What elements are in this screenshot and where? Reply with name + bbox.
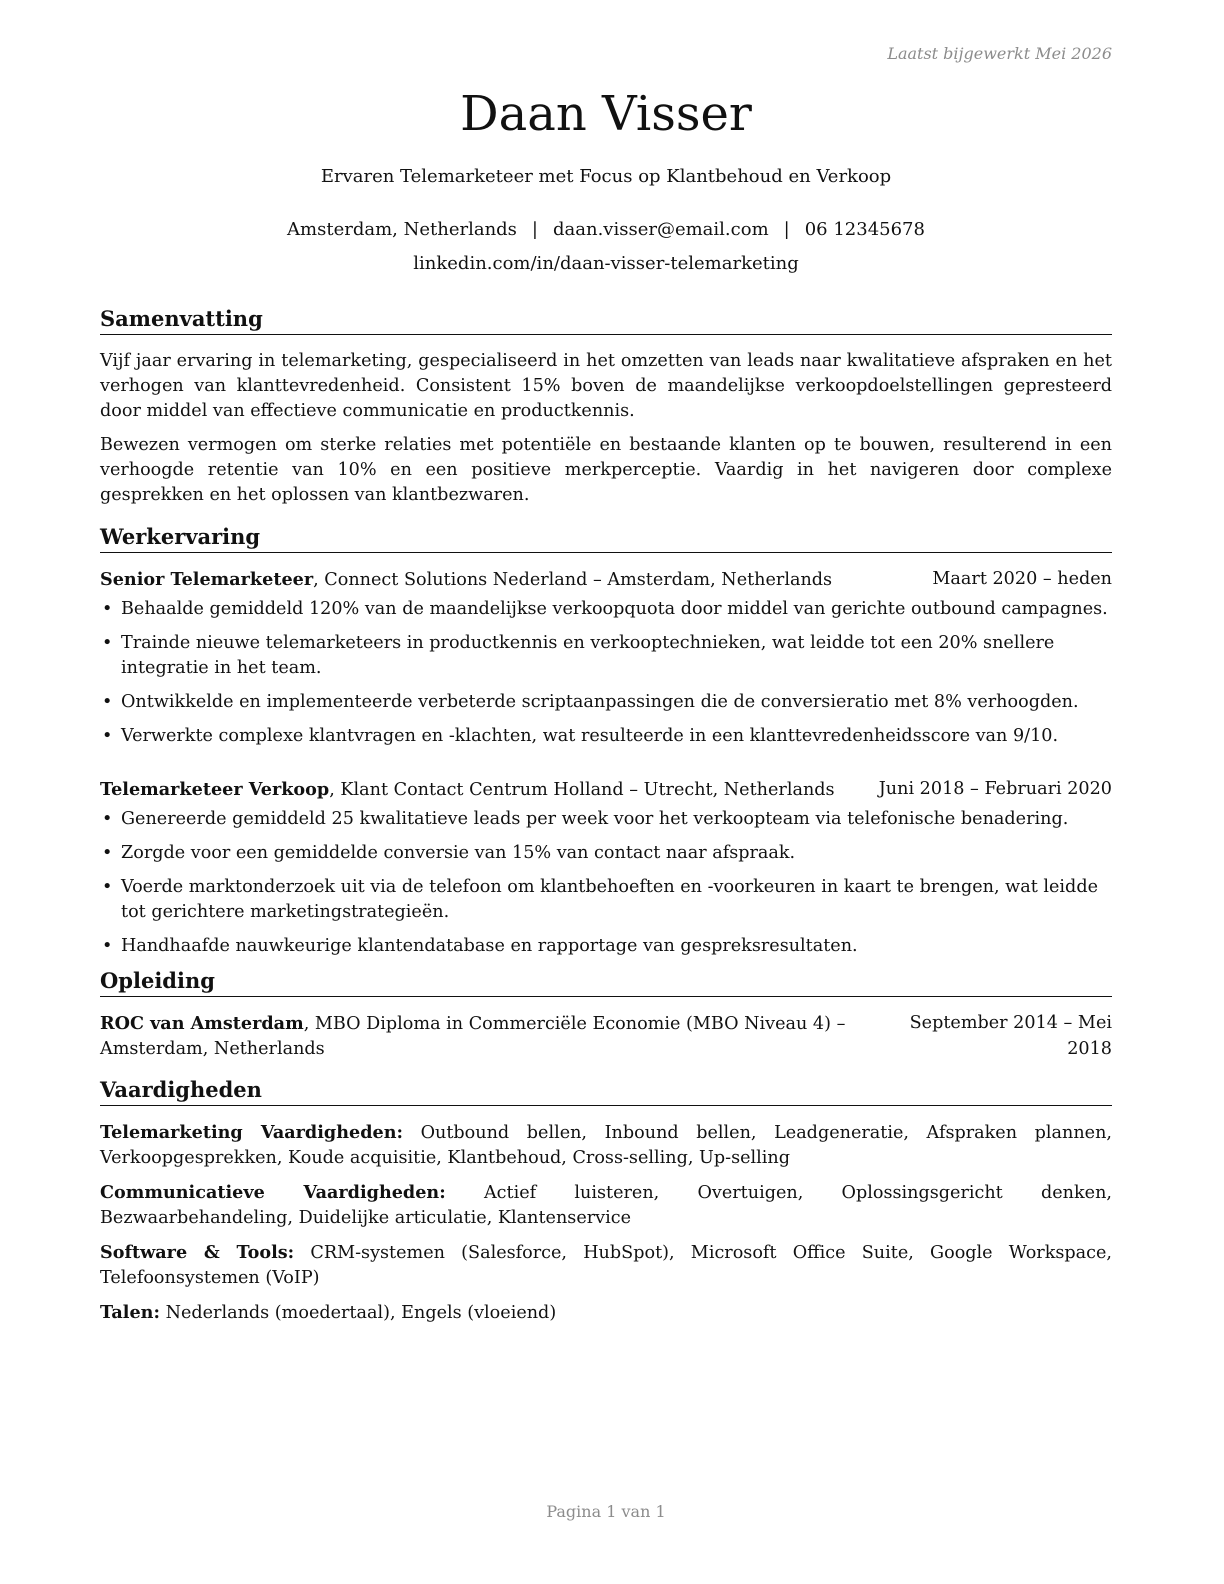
skill-group [100, 1300, 1112, 1326]
summary-paragraph: Bewezen vermogen om sterke relaties met potentiële en bestaande klanten op te bouwen, resulterend in een verhoogde retentie van 10% en een positieve merkperceptie. Vaardig in het navigeren door complexe gesprekken en het oplossen van klantbezwaren. [100, 435, 1112, 505]
job-dates: Maart 2020 – heden [932, 569, 1112, 589]
list-item: • Handhaafde nauwkeurige klantendatabase en rapportage van gespreksresultaten. [100, 934, 1112, 959]
section-title: Vaardigheden [100, 1076, 1112, 1106]
section-title: Werkervaring [100, 523, 1112, 553]
skill-value: Actief luisteren, Overtuigen, Oplossingsgericht denken, Bezwaarbehandeling, Duidelijke articulatie, Klantenservice [100, 1183, 1112, 1228]
page-number: Pagina 1 van 1 [546, 1502, 666, 1521]
skill-label: Telemarketing Vaardigheden: [100, 1122, 403, 1143]
job-entry [100, 777, 1112, 959]
list-item: • Trainde nieuwe telemarketeers in productkennis en verkooptechnieken, wat leidde tot een 20% snellere integratie in het team. [100, 631, 1112, 681]
skill-group [100, 1240, 1112, 1291]
skill-label: Software & Tools: [100, 1242, 295, 1263]
job-company: , Klant Contact Centrum Holland – Utrecht, Netherlands [329, 780, 835, 800]
job-header [100, 567, 1112, 593]
job-bullets [100, 807, 1112, 959]
list-item: • Genereerde gemiddeld 25 kwalitatieve leads per week voor het verkoopteam via telefonische benadering. [100, 807, 1112, 832]
job-role-company [100, 567, 832, 593]
skill-label: Talen: [100, 1302, 160, 1323]
candidate-name: Daan Visser [460, 86, 752, 142]
list-item: • Ontwikkelde en implementeerde verbeterde scriptaanpassingen die de conversieratio met 8% verhoogden. [100, 690, 1112, 715]
education-school: ROC van Amsterdam [100, 1013, 304, 1034]
job-bullets [100, 597, 1112, 749]
job-role-company [100, 777, 835, 803]
list-item: • Zorgde voor een gemiddelde conversie van 15% van contact naar afspraak. [100, 841, 1112, 866]
list-item: • Verwerkte complexe klantvragen en -klachten, wat resulteerde in een klanttevredenheidsscore van 9/10. [100, 724, 1112, 749]
education-degree: , MBO Diploma in Commerciële Economie (MBO Niveau 4) – [303, 1014, 846, 1034]
linkedin-link[interactable]: linkedin.com/in/daan-visser-telemarketing [413, 253, 799, 274]
education-row [100, 1011, 1112, 1037]
job-header [100, 777, 1112, 803]
section-title: Samenvatting [100, 305, 1112, 335]
job-company: , Connect Solutions Nederland – Amsterdam, Netherlands [313, 570, 833, 590]
list-item: • Behaalde gemiddeld 120% van de maandelijkse verkoopquota door middel van gerichte outbound campagnes. [100, 597, 1112, 622]
skill-group [100, 1120, 1112, 1171]
contact-line [100, 219, 1112, 240]
resume-page [100, 0, 1112, 1584]
summary-section [100, 305, 1112, 508]
education-school-degree [100, 1011, 845, 1037]
section-title: Opleiding [100, 967, 1112, 997]
summary-paragraph: Vijf jaar ervaring in telemarketing, gespecialiseerd in het omzetten van leads naar kwalitatieve afspraken en het verhogen van klanttevredenheid. Consistent 15% boven de maandelijkse verkoopdoelstellingen gepresteerd door middel van effectieve communicatie en productkennis. [100, 351, 1112, 421]
skills-section [100, 1076, 1112, 1335]
separator: | [531, 219, 538, 240]
education-row [100, 1037, 1112, 1062]
skill-label: Communicatieve Vaardigheden: [100, 1182, 446, 1203]
location: Amsterdam, Netherlands [287, 219, 517, 240]
skill-value: CRM-systemen (Salesforce, HubSpot), Microsoft Office Suite, Google Workspace, Telefoonsystemen (VoIP) [100, 1243, 1112, 1288]
separator: | [783, 219, 790, 240]
job-role: Senior Telemarketeer [100, 569, 314, 590]
education-dates-end: 2018 [1067, 1039, 1112, 1059]
phone: 06 12345678 [804, 219, 925, 240]
experience-section [100, 523, 1112, 968]
education-dates: September 2014 – Mei [909, 1013, 1112, 1033]
last-updated: Laatst bijgewerkt Mei 2026 [887, 44, 1112, 63]
job-role: Telemarketeer Verkoop [100, 779, 330, 800]
skill-value: Nederlands (moedertaal), Engels (vloeiend) [159, 1303, 557, 1323]
job-entry [100, 567, 1112, 749]
education-section [100, 967, 1112, 1062]
list-item: • Voerde marktonderzoek uit via de telefoon om klantbehoeften en -voorkeuren in kaart te brengen, wat leidde tot gerichtere marketingstrategieën. [100, 875, 1112, 925]
headline: Ervaren Telemarketeer met Focus op Klantbehoud en Verkoop [320, 166, 892, 187]
skill-value: Outbound bellen, Inbound bellen, Leadgeneratie, Afspraken plannen, Verkoopgesprekken, Koude acquisitie, Klantbehoud, Cross-selling, Up-selling [100, 1123, 1113, 1168]
skill-group [100, 1180, 1112, 1231]
email-link[interactable]: daan.visser@email.com [553, 219, 769, 240]
education-location: Amsterdam, Netherlands [100, 1039, 325, 1059]
job-dates: Juni 2018 – Februari 2020 [878, 779, 1112, 799]
